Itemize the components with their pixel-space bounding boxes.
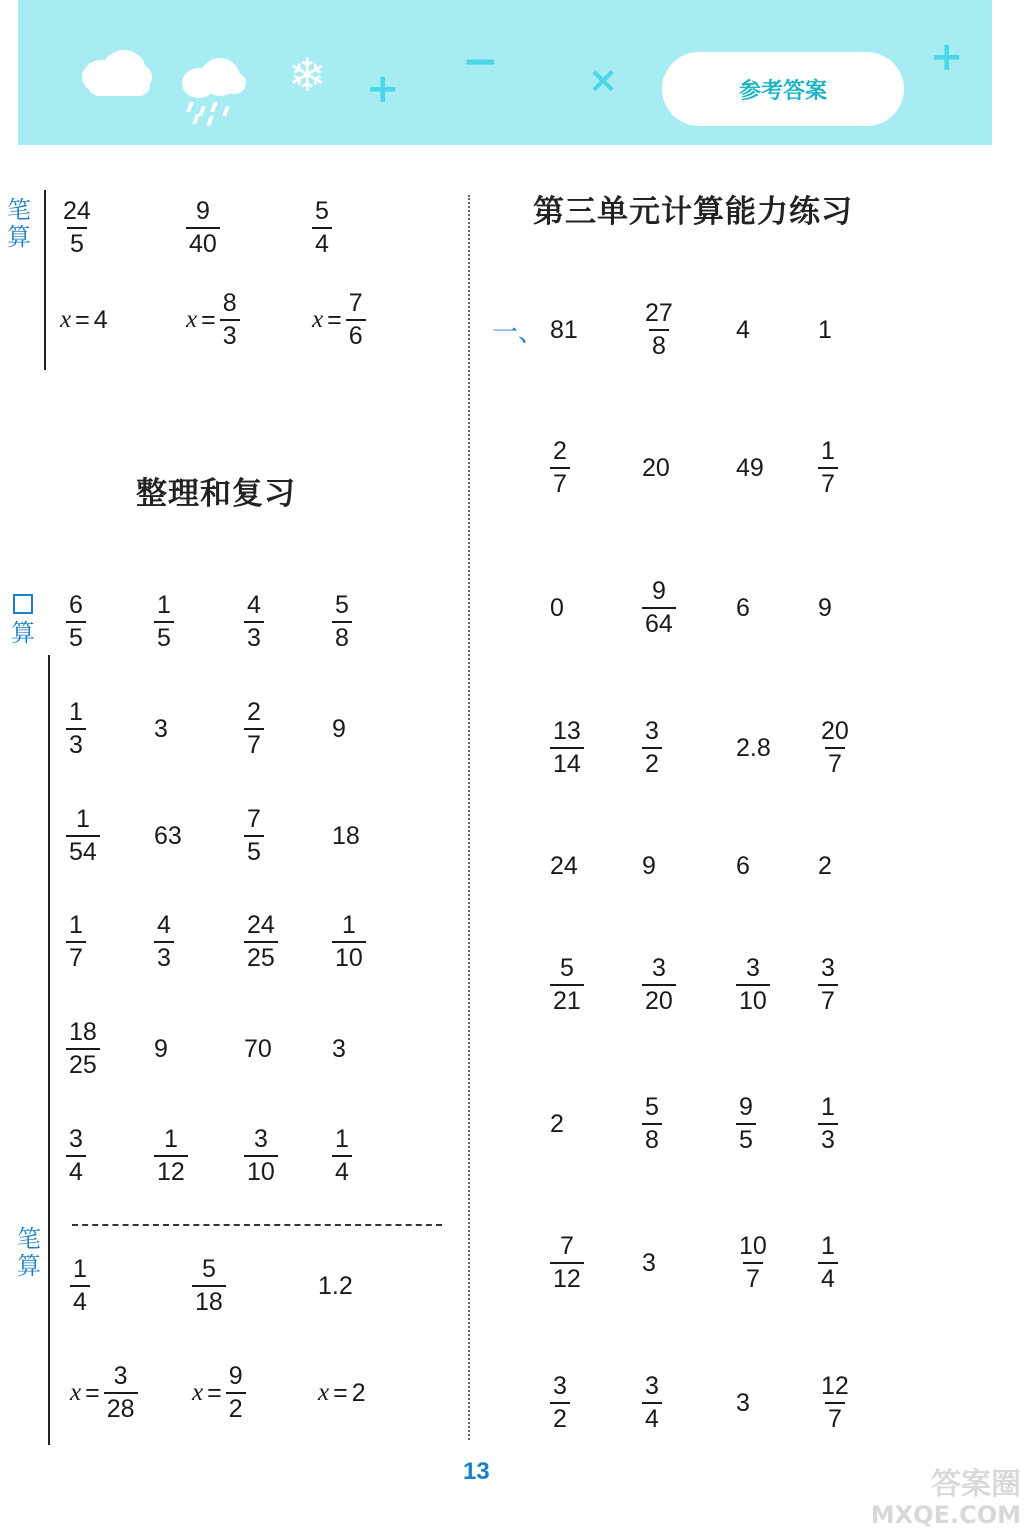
- denominator: 25: [244, 941, 278, 971]
- fraction: [154, 593, 174, 651]
- value: 4: [93, 305, 108, 334]
- value: 2: [818, 851, 832, 880]
- denominator: 3: [154, 941, 174, 971]
- value: 4: [736, 315, 750, 344]
- denominator: 7: [825, 1402, 845, 1432]
- fraction: [818, 1095, 838, 1153]
- denominator: 4: [66, 1155, 86, 1185]
- unit3-title: 第三单元计算能力练习: [533, 194, 853, 230]
- numerator: 7: [559, 1232, 574, 1260]
- denominator: 7: [825, 747, 845, 777]
- denominator: 5: [736, 1123, 756, 1153]
- denominator: 12: [154, 1155, 188, 1185]
- fraction: [818, 439, 838, 497]
- value: 24: [550, 851, 578, 880]
- denominator: 3: [66, 728, 86, 758]
- fraction: [642, 1095, 662, 1153]
- variable-x: x: [192, 1379, 204, 1406]
- denominator: 21: [550, 984, 584, 1014]
- denominator: 54: [66, 835, 100, 865]
- page-number: 13: [463, 1458, 490, 1485]
- fraction: [66, 700, 86, 758]
- column-divider: [468, 195, 470, 1440]
- denominator: 7: [743, 1262, 763, 1292]
- answer-key-pill: 参考答案: [662, 52, 904, 126]
- value: 9: [154, 1034, 168, 1063]
- watermark-url: MXQE.COM: [870, 1501, 1021, 1529]
- denominator: 2: [642, 747, 662, 777]
- denominator: 3: [818, 1123, 838, 1153]
- fraction: [736, 1234, 770, 1292]
- bisuan-label-review: 笔算: [17, 1225, 41, 1280]
- numerator: 3: [645, 1372, 659, 1400]
- equals-sign: =: [201, 305, 216, 334]
- equals-sign: =: [207, 1378, 222, 1407]
- dashed-separator: [72, 1224, 442, 1226]
- denominator: 7: [818, 467, 838, 497]
- numerator: 3: [69, 1125, 83, 1153]
- numerator: 3: [253, 1125, 268, 1153]
- denominator: 7: [66, 941, 86, 971]
- fraction: [642, 301, 676, 359]
- numerator: 6: [69, 591, 83, 619]
- bisuan-label-top: 笔算: [7, 196, 31, 251]
- value: 9: [332, 714, 346, 743]
- equals-sign: =: [85, 1378, 100, 1407]
- denominator: 2: [226, 1392, 246, 1422]
- numerator: 3: [645, 717, 659, 745]
- numerator: 3: [113, 1362, 128, 1390]
- denominator: 12: [550, 1262, 584, 1292]
- numerator: 13: [553, 717, 581, 745]
- value: 3: [332, 1034, 346, 1063]
- fraction: [818, 956, 838, 1014]
- fraction: [244, 913, 278, 971]
- variable-x: x: [70, 1379, 82, 1406]
- kousuan-label: [8, 593, 38, 647]
- denominator: 10: [332, 941, 366, 971]
- watermark: [870, 1467, 1021, 1530]
- numerator: 1: [75, 805, 90, 833]
- numerator: 1: [157, 591, 171, 619]
- denominator: 20: [642, 984, 676, 1014]
- kousuan-label-text: 算: [11, 619, 35, 647]
- denominator: 2: [550, 1402, 570, 1432]
- denominator: 64: [642, 607, 676, 637]
- fraction: [66, 593, 86, 651]
- value: 3: [642, 1248, 656, 1277]
- numerator: 3: [651, 954, 666, 982]
- denominator: 8: [332, 621, 352, 651]
- numerator: 5: [645, 1093, 659, 1121]
- numerator: 1: [821, 1093, 835, 1121]
- fraction: [332, 913, 366, 971]
- numerator: 1: [335, 1125, 349, 1153]
- denominator: 5: [244, 835, 264, 865]
- value: 81: [550, 315, 578, 344]
- denominator: 14: [550, 747, 584, 777]
- value: 6: [736, 851, 750, 880]
- fraction: [66, 1020, 100, 1078]
- fraction: [66, 1127, 86, 1185]
- fraction: [220, 291, 240, 349]
- denominator: 3: [220, 319, 240, 349]
- value: 63: [154, 821, 182, 850]
- fraction: [642, 956, 676, 1014]
- numerator: 7: [348, 289, 363, 317]
- denominator: 5: [66, 621, 86, 651]
- numerator: 24: [247, 911, 275, 939]
- denominator: 5: [67, 227, 87, 257]
- numerator: 5: [315, 197, 329, 225]
- fraction: [104, 1364, 138, 1422]
- numerator: 12: [821, 1372, 849, 1400]
- fraction: [736, 956, 770, 1014]
- numerator: 9: [195, 197, 210, 225]
- value: 70: [244, 1034, 272, 1063]
- denominator: 3: [244, 621, 264, 651]
- box-icon: [13, 594, 33, 614]
- denominator: 4: [818, 1262, 838, 1292]
- numerator: 2: [247, 698, 261, 726]
- denominator: 6: [346, 319, 366, 349]
- numerator: 20: [821, 717, 849, 745]
- numerator: 9: [651, 577, 666, 605]
- numerator: 1: [69, 698, 83, 726]
- numerator: 3: [821, 954, 835, 982]
- value: 9: [642, 851, 656, 880]
- denominator: 4: [312, 227, 332, 257]
- numerator: 5: [335, 591, 349, 619]
- fraction: [312, 199, 332, 257]
- numerator: 10: [739, 1232, 767, 1260]
- fraction: [244, 593, 264, 651]
- left-divider-review: [48, 655, 50, 1445]
- fraction: [154, 913, 174, 971]
- fraction: [192, 1257, 226, 1315]
- numerator: 3: [553, 1372, 567, 1400]
- denominator: 40: [186, 227, 220, 257]
- denominator: 4: [642, 1402, 662, 1432]
- numerator: 1: [69, 911, 83, 939]
- numerator: 1: [163, 1125, 178, 1153]
- denominator: 7: [244, 728, 264, 758]
- value: 9: [818, 593, 832, 622]
- numerator: 2: [553, 437, 567, 465]
- fraction: [818, 1234, 838, 1292]
- minus-symbol: −: [462, 36, 499, 87]
- fraction: [244, 807, 264, 865]
- numerator: 1: [821, 437, 835, 465]
- value: 49: [736, 453, 764, 482]
- numerator: 3: [745, 954, 760, 982]
- equals-sign: =: [327, 305, 342, 334]
- value: 2.8: [736, 733, 771, 762]
- value: 2: [550, 1109, 564, 1138]
- fraction: [244, 700, 264, 758]
- fraction: [226, 1364, 246, 1422]
- numerator: 7: [247, 805, 261, 833]
- snowflake-icon: ❄: [288, 48, 327, 102]
- fraction: [550, 719, 584, 777]
- fraction: [244, 1127, 278, 1185]
- numerator: 8: [222, 289, 237, 317]
- denominator: 18: [192, 1285, 226, 1315]
- fraction: [642, 719, 662, 777]
- value: 1.2: [318, 1271, 353, 1300]
- value: 3: [736, 1388, 750, 1417]
- fraction: [70, 1257, 90, 1315]
- fraction: [642, 1374, 662, 1432]
- denominator: 7: [818, 984, 838, 1014]
- fraction: [550, 1234, 584, 1292]
- fraction: [642, 579, 676, 637]
- value: 20: [642, 453, 670, 482]
- value: 6: [736, 593, 750, 622]
- fraction: [186, 199, 220, 257]
- numerator: 24: [63, 197, 91, 225]
- numerator: 1: [821, 1232, 835, 1260]
- denominator: 25: [66, 1048, 100, 1078]
- watermark-text: 答案圈: [931, 1467, 1021, 1502]
- fraction: [60, 199, 94, 257]
- denominator: 7: [550, 467, 570, 497]
- fraction: [550, 1374, 570, 1432]
- variable-x: x: [318, 1379, 330, 1406]
- numerator: 5: [559, 954, 574, 982]
- left-divider-top: [44, 190, 46, 370]
- fraction: [550, 439, 570, 497]
- numerator: 5: [201, 1255, 216, 1283]
- denominator: 10: [736, 984, 770, 1014]
- review-title: 整理和复习: [136, 476, 296, 512]
- numerator: 4: [247, 591, 261, 619]
- numerator: 9: [228, 1362, 243, 1390]
- fraction: [332, 1127, 352, 1185]
- value: 0: [550, 593, 564, 622]
- equals-sign: =: [75, 305, 90, 334]
- fraction: [818, 719, 852, 777]
- fraction: [332, 593, 352, 651]
- times-symbol: ×: [588, 60, 619, 101]
- fraction: [66, 913, 86, 971]
- value: 18: [332, 821, 360, 850]
- plus-symbol: +: [366, 66, 400, 112]
- variable-x: x: [60, 306, 72, 333]
- denominator: 4: [70, 1285, 90, 1315]
- plus-symbol-right: +: [930, 34, 964, 80]
- fraction: [550, 956, 584, 1014]
- numerator: 9: [739, 1093, 753, 1121]
- numerator: 27: [645, 299, 673, 327]
- fraction: [818, 1374, 852, 1432]
- value: 2: [351, 1378, 366, 1407]
- denominator: 10: [244, 1155, 278, 1185]
- equals-sign: =: [333, 1378, 348, 1407]
- numerator: 1: [341, 911, 356, 939]
- denominator: 4: [332, 1155, 352, 1185]
- denominator: 5: [154, 621, 174, 651]
- value: 3: [154, 714, 168, 743]
- numerator: 1: [73, 1255, 87, 1283]
- value: 1: [818, 315, 832, 344]
- fraction: [66, 807, 100, 865]
- denominator: 8: [642, 1123, 662, 1153]
- denominator: 8: [649, 329, 669, 359]
- denominator: 28: [104, 1392, 138, 1422]
- fraction: [154, 1127, 188, 1185]
- fraction: [736, 1095, 756, 1153]
- variable-x: x: [186, 306, 198, 333]
- fraction: [346, 291, 366, 349]
- numerator: 18: [69, 1018, 97, 1046]
- numerator: 4: [157, 911, 171, 939]
- variable-x: x: [312, 306, 324, 333]
